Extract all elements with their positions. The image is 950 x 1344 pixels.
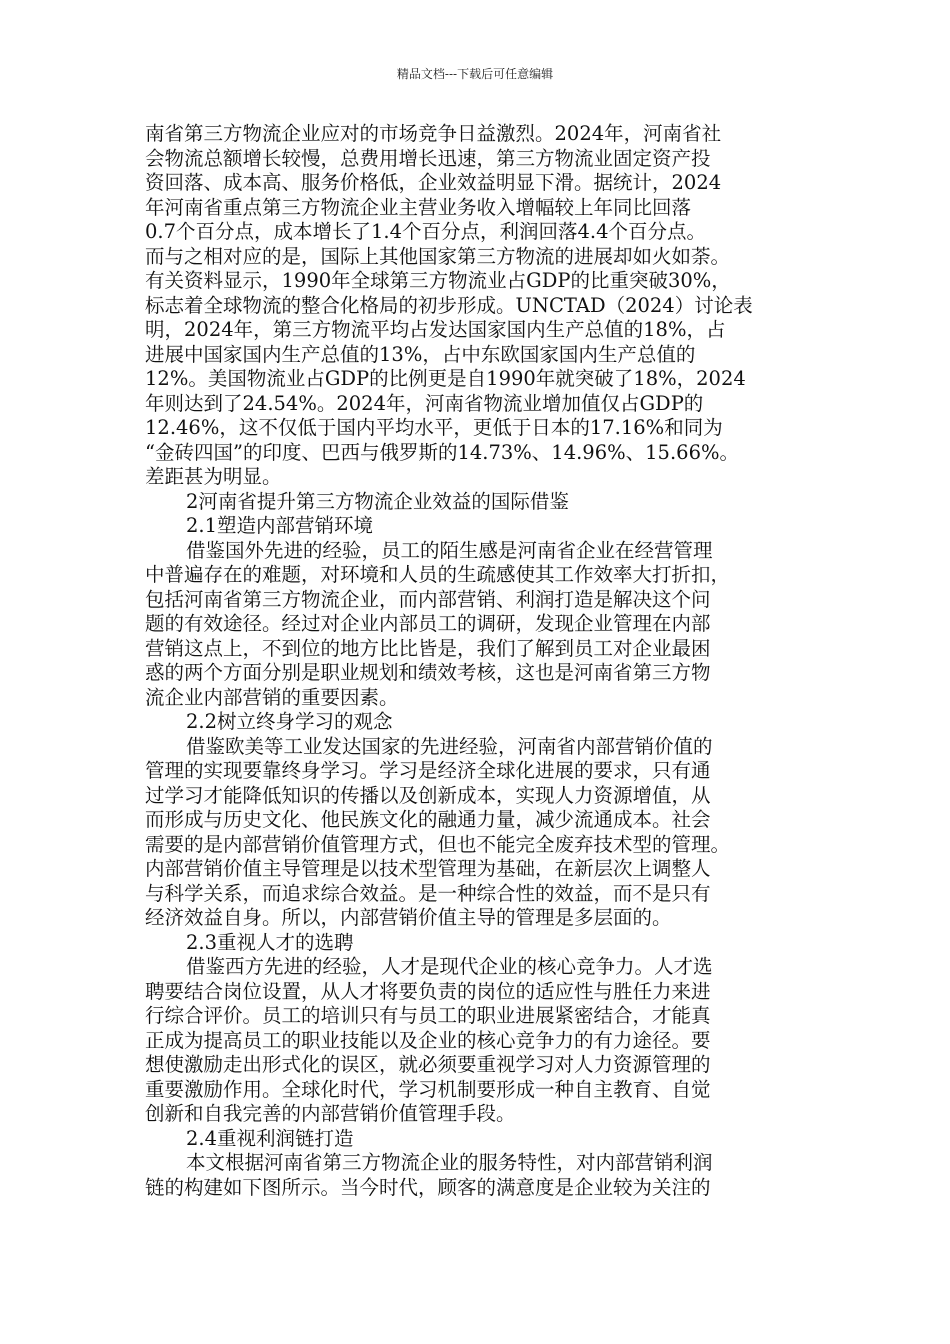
section-heading: 2.4重视利润链打造: [186, 1126, 354, 1150]
text-line: 标志着全球物流的整合化格局的初步形成。UNCTAD（2024）讨论表: [145, 293, 753, 317]
text-line: 而形成与历史文化、他民族文化的融通力量，减少流通成本。社会: [145, 808, 711, 831]
text-line: 过学习才能降低知识的传播以及创新成本，实现人力资源增值，从: [145, 783, 711, 807]
text-line: 内部营销价值主导管理是以技术型管理为基础，在新层次上调整人: [145, 857, 711, 880]
text-line: 想使激励走出形式化的误区，就必须要重视学习对人力资源管理的: [145, 1053, 711, 1076]
text-line: 年河南省重点第三方物流企业主营业务收入增幅较上年同比回落: [145, 195, 692, 219]
text-line: 进展中国家国内生产总值的13%，占中东欧国家国内生产总值的: [145, 342, 696, 366]
text-line: 包括河南省第三方物流企业，而内部营销、利润打造是解决这个问: [145, 587, 711, 611]
text-line: 营销这点上，不到位的地方比比皆是，我们了解到员工对企业最困: [145, 636, 711, 660]
section-heading: 2.3重视人才的选聘: [186, 930, 354, 954]
text-line: 12%。美国物流业占GDP的比例更是自1990年就突破了18%，2024: [145, 367, 746, 390]
text-line: 创新和自我完善的内部营销价值管理手段。: [145, 1102, 516, 1125]
text-line: 12.46%，这不仅低于国内平均水平，更低于日本的17.16%和同为: [145, 416, 723, 439]
text-line: 中普遍存在的难题，对环境和人员的生疏感使其工作效率大打折扣，: [145, 563, 731, 586]
text-line: 经济效益自身。所以，内部营销价值主导的管理是多层面的。: [145, 906, 672, 929]
text-line: 正成为提高员工的职业技能以及企业的核心竞争力的有力途径。要: [145, 1028, 711, 1052]
text-line: 惑的两个方面分别是职业规划和绩效考核，这也是河南省第三方物: [145, 661, 711, 684]
text-line: 0.7个百分点，成本增长了1.4个百分点，利润回落4.4个百分点。: [145, 220, 707, 243]
section-heading: 2.2树立终身学习的观念: [186, 710, 393, 733]
text-line: 差距甚为明显。: [145, 465, 282, 488]
document-body: [145, 122, 805, 1200]
text-line: 本文根据河南省第三方物流企业的服务特性，对内部营销利润: [186, 1151, 713, 1174]
text-line: 与科学关系，而追求综合效益。是一种综合性的效益，而不是只有: [145, 881, 711, 905]
text-line: 借鉴西方先进的经验，人才是现代企业的核心竞争力。人才选: [186, 955, 713, 978]
text-line: 重要激励作用。全球化时代，学习机制要形成一种自主教育、自觉: [145, 1077, 711, 1101]
text-line: 流企业内部营销的重要因素。: [145, 685, 399, 709]
text-line: 聘要结合岗位设置，从人才将要负责的岗位的适应性与胜任力来进: [145, 979, 711, 1003]
text-line: 借鉴欧美等工业发达国家的先进经验，河南省内部营销价值的: [186, 734, 713, 758]
text-line: “金砖四国”的印度、巴西与俄罗斯的14.73%、14.96%、15.66%。: [145, 440, 739, 464]
text-line: 行综合评价。员工的培训只有与员工的职业进展紧密结合，才能真: [145, 1004, 711, 1027]
text-line: 明，2024年，第三方物流平均占发达国家国内生产总值的18%，占: [145, 318, 726, 341]
text-line: 链的构建如下图所示。当今时代，顾客的满意度是企业较为关注的: [145, 1175, 711, 1199]
text-line: 借鉴国外先进的经验，员工的陌生感是河南省企业在经营管理: [186, 538, 713, 562]
page-header: 精品文档---下载后可任意编辑: [396, 67, 554, 81]
text-line: 需要的是内部营销价值管理方式，但也不能完全废弃技术型的管理。: [145, 832, 731, 856]
text-line: 管理的实现要靠终身学习。学习是经济全球化进展的要求，只有通: [145, 759, 711, 782]
text-line: 题的有效途径。经过对企业内部员工的调研，发现企业管理在内部: [145, 612, 711, 635]
text-line: 会物流总额增长较慢，总费用增长迅速，第三方物流业固定资产投: [145, 146, 711, 170]
text-line: 有关资料显示，1990年全球第三方物流业占GDP的比重突破30%，: [145, 269, 731, 292]
section-heading: 2.1塑造内部营销环境: [186, 514, 374, 537]
text-line: 年则达到了24.54%。2024年，河南省物流业增加值仅占GDP的: [145, 391, 704, 415]
text-line: 南省第三方物流企业应对的市场竞争日益激烈。2024年，河南省社: [145, 122, 722, 145]
text-line: 资回落、成本高、服务价格低，企业效益明显下滑。据统计，2024: [145, 171, 722, 194]
section-heading: 2河南省提升第三方物流企业效益的国际借鉴: [186, 489, 569, 513]
text-line: 而与之相对应的是，国际上其他国家第三方物流的进展却如火如荼。: [145, 244, 731, 268]
